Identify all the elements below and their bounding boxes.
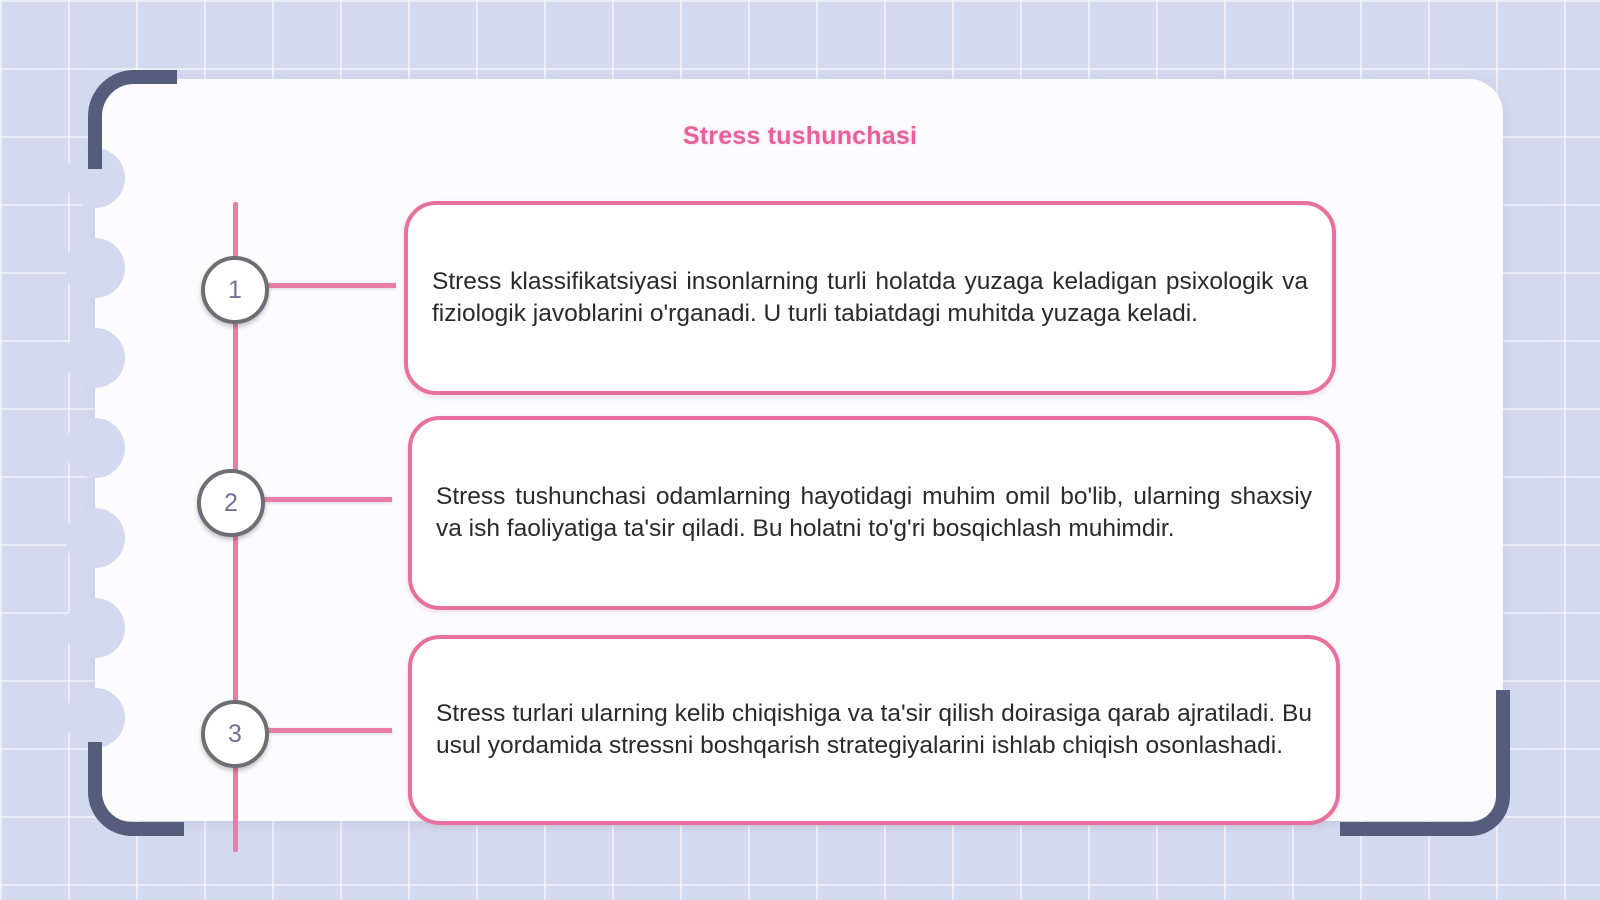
connector-line-3 bbox=[266, 728, 392, 733]
frame-corner-bottom-left bbox=[88, 742, 184, 836]
paper-scallop bbox=[65, 418, 125, 478]
step-number-3: 3 bbox=[201, 700, 269, 768]
step-text-1: Stress klassifikatsiyasi insonlarning turli holatda yuzaga keladigan psixologik va fiziologik javoblarini o'rganadi. U turli tabiatdagi muhitda yuzaga keladi. bbox=[432, 268, 1308, 327]
slide-title: Stress tushunchasi bbox=[682, 122, 918, 150]
step-text-2: Stress tushunchasi odamlarning hayotidagi muhim omil bo'lib, ularning shaxsiy va ish faoliyatiga ta'sir qiladi. Bu holatni to'g'ri bosqichlash muhimdir. bbox=[436, 483, 1312, 542]
frame-corner-top-left bbox=[88, 70, 177, 169]
step-number-1: 1 bbox=[201, 256, 269, 324]
step-card-2 bbox=[408, 416, 1340, 610]
step-text-3: Stress turlari ularning kelib chiqishiga va ta'sir qilish doirasiga qarab ajratiladi. Bu usul yordamida stressni boshqarish strategiyalarini ishlab chiqish osonlashadi. bbox=[436, 700, 1312, 759]
step-number-2: 2 bbox=[197, 469, 265, 537]
paper-scallop bbox=[65, 688, 125, 748]
paper-scallop bbox=[65, 328, 125, 388]
frame-corner-bottom-right bbox=[1340, 690, 1510, 836]
connector-line-2 bbox=[262, 497, 392, 502]
paper-scallop bbox=[65, 238, 125, 298]
paper-scallop bbox=[65, 508, 125, 568]
connector-line-1 bbox=[266, 283, 396, 288]
step-card-1 bbox=[404, 201, 1336, 395]
step-card-3 bbox=[408, 635, 1340, 825]
paper-scallop bbox=[65, 598, 125, 658]
